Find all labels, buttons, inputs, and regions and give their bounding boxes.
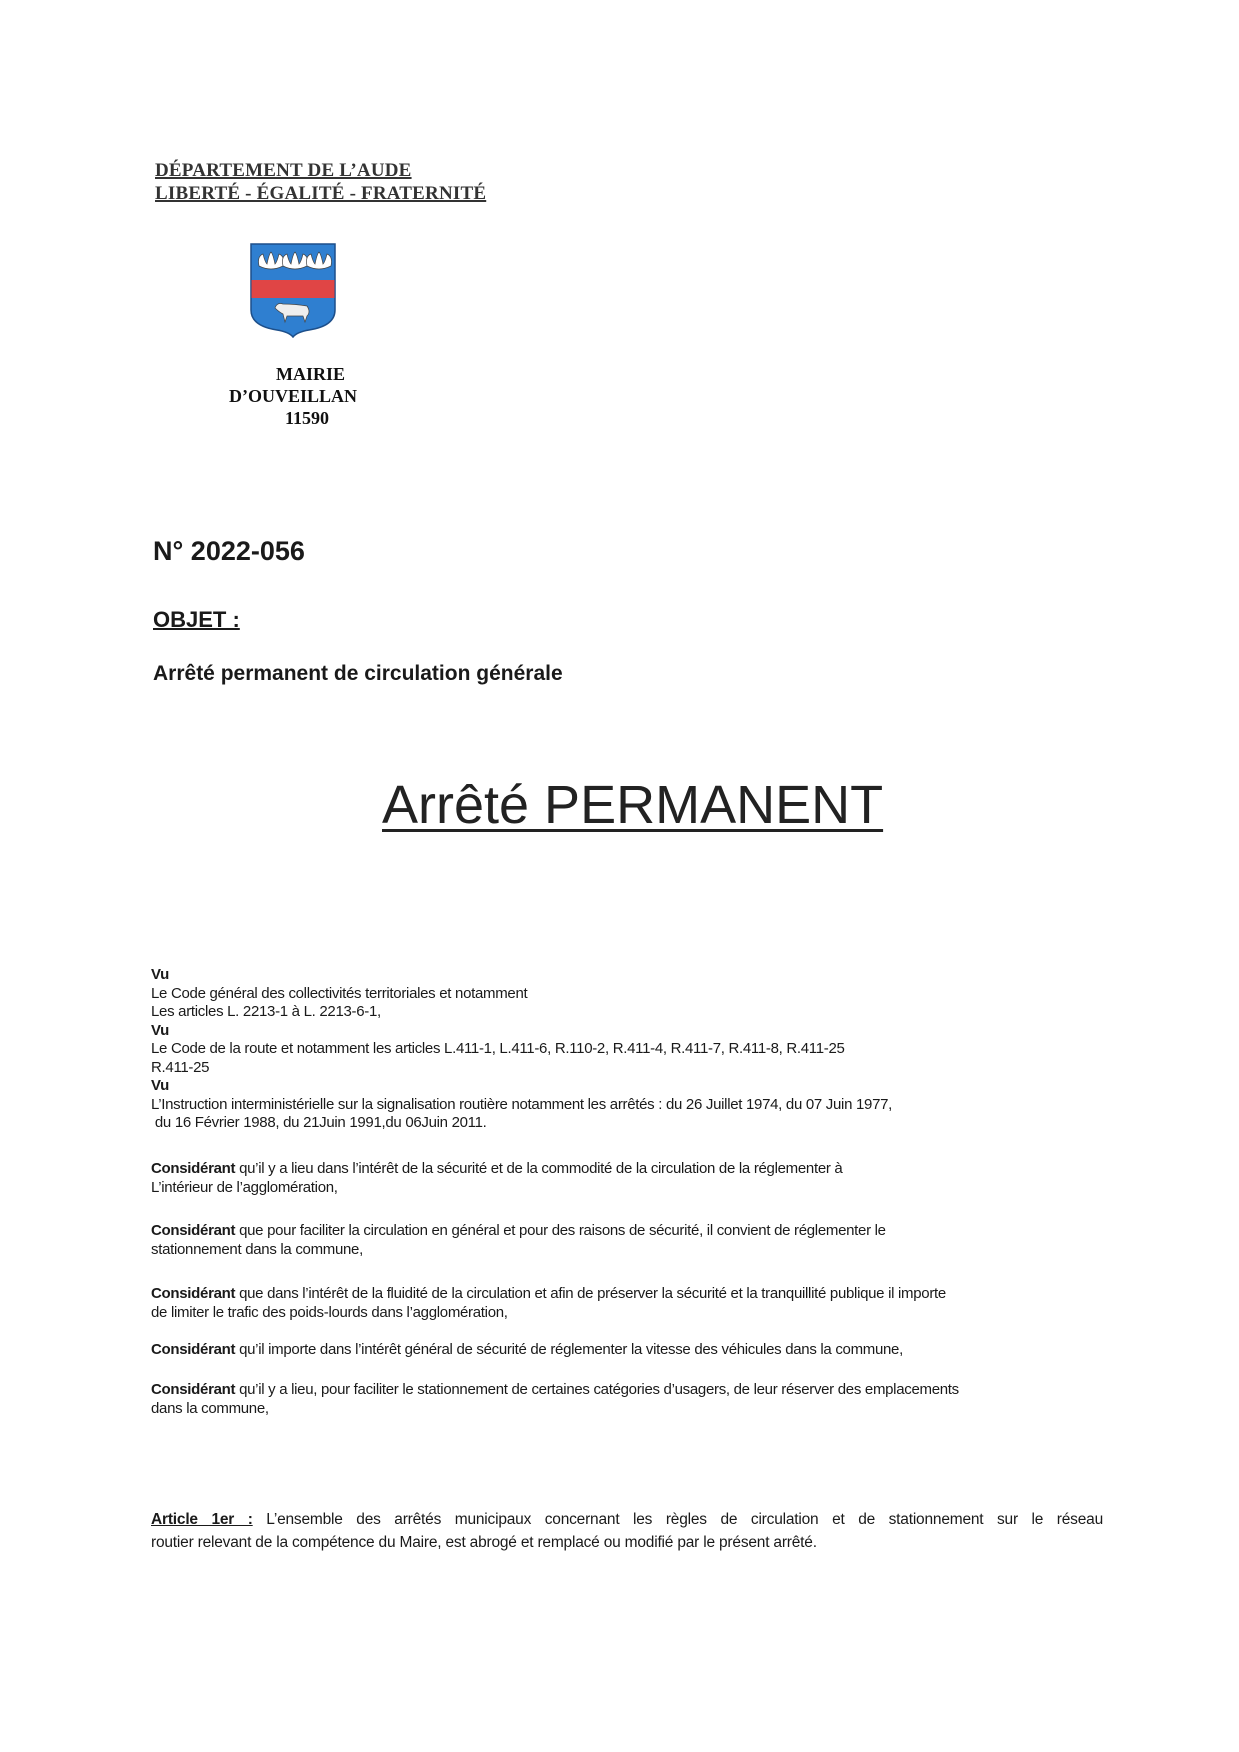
- visa-label: Vu: [151, 1021, 170, 1039]
- article-text: routier relevant de la compétence du Maire, est abrogé et remplacé ou modifié par le présent arrêté.: [151, 1534, 817, 1551]
- considerant-label: Considérant: [151, 1222, 236, 1239]
- considerant-text: qu’il y a lieu dans l’intérêt de la sécurité et de la commodité de la circulation de la réglementer à: [235, 1160, 843, 1177]
- visa-line: L’Instruction interministérielle sur la signalisation routière notamment les arrêtés : du 26 Juillet 1974, du 07 Juin 1977,: [151, 1095, 893, 1113]
- visa-line: Le Code de la route et notamment les articles L.411-1, L.411-6, R.110-2, R.411-4, R.411-7, R.411-8, R.411-25: [151, 1040, 845, 1057]
- visa-label: Vu: [151, 966, 170, 983]
- considerant-label: Considérant: [151, 1285, 236, 1302]
- considerant-3: [151, 1285, 946, 1322]
- considerant-5: [151, 1381, 959, 1418]
- decree-subject: Arrêté permanent de circulation générale: [153, 662, 563, 685]
- considerant-4: [151, 1341, 903, 1360]
- visa-line: du 16 Février 1988, du 21Juin 1991,du 06Juin 2011.: [151, 1114, 487, 1131]
- decree-number: N° 2022-056: [153, 536, 305, 566]
- commune-name: D’OUVEILLAN: [229, 386, 358, 406]
- visa-line: R.411-25: [151, 1058, 210, 1076]
- visa-line: Le Code général des collectivités territoriales et notamment: [151, 984, 528, 1002]
- considerant-text: qu’il importe dans l’intérêt général de sécurité de réglementer la vitesse des véhicules dans la commune,: [235, 1341, 903, 1358]
- considerant-label: Considérant: [151, 1381, 236, 1398]
- considerant-label: Considérant: [151, 1341, 236, 1358]
- considerant-text: stationnement dans la commune,: [151, 1240, 363, 1258]
- visa-label: Vu: [151, 1077, 170, 1094]
- department-heading: DÉPARTEMENT DE L’AUDE: [155, 160, 412, 181]
- republic-motto: LIBERTÉ - ÉGALITÉ - FRATERNITÉ: [155, 183, 487, 204]
- article-text: L’ensemble des arrêtés municipaux concernant les règles de circulation et de stationnement sur le réseau: [252, 1511, 1103, 1528]
- considerant-2: [151, 1222, 886, 1259]
- postcode: 11590: [285, 408, 330, 428]
- considerant-text: L’intérieur de l’agglomération,: [151, 1178, 338, 1196]
- considerant-text: que dans l’intérêt de la fluidité de la circulation et afin de préserver la sécurité et la tranquillité publique il importe: [235, 1285, 946, 1302]
- considerant-text: que pour faciliter la circulation en général et pour des raisons de sécurité, il convient de réglementer le: [235, 1222, 886, 1239]
- considerant-text: qu’il y a lieu, pour faciliter le stationnement de certaines catégories d’usagers, de leur réserver des emplacements: [235, 1381, 959, 1398]
- document-title: Arrêté PERMANENT: [382, 775, 884, 835]
- article-label: Article 1er :: [151, 1511, 253, 1528]
- visas-section: [151, 966, 892, 1133]
- mairie-label: MAIRIE: [276, 364, 346, 384]
- considerant-1: [151, 1160, 842, 1197]
- considerant-label: Considérant: [151, 1160, 236, 1177]
- article-1: [151, 1508, 1103, 1554]
- objet-label: OBJET :: [153, 607, 240, 632]
- considerant-text: dans la commune,: [151, 1399, 269, 1417]
- coat-of-arms-icon: [249, 242, 337, 338]
- considerant-text: de limiter le trafic des poids-lourds dans l’agglomération,: [151, 1303, 508, 1321]
- visa-line: Les articles L. 2213-1 à L. 2213-6-1,: [151, 1003, 381, 1020]
